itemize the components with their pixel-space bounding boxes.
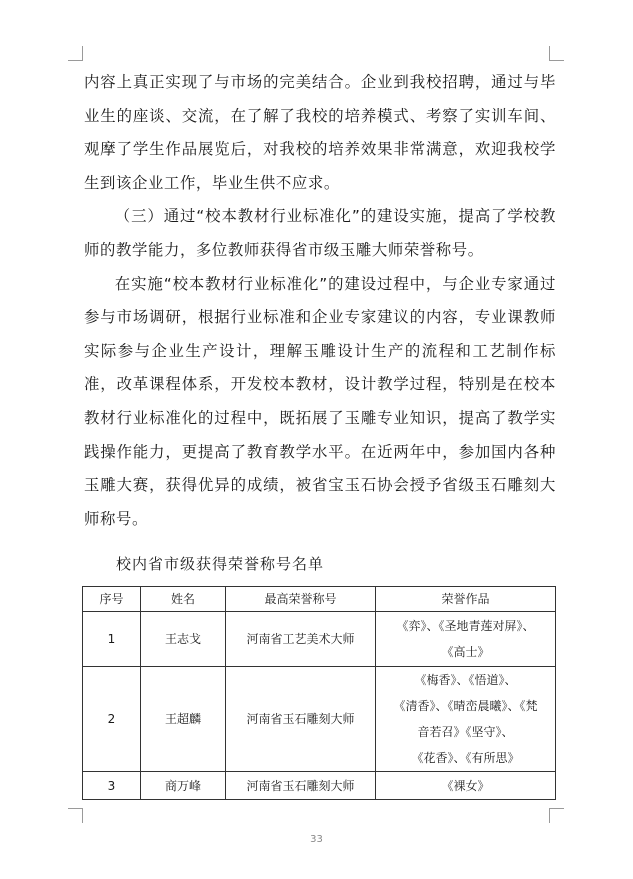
works-line: 《裸女》 <box>441 778 490 793</box>
cell-number: 2 <box>83 667 141 772</box>
honors-table <box>82 586 556 800</box>
cell-title: 河南省工艺美术大师 <box>226 612 376 667</box>
body-text <box>84 66 556 536</box>
cell-name: 王志戈 <box>141 612 226 667</box>
header-number: 序号 <box>83 587 141 612</box>
cell-title: 河南省玉石雕刻大师 <box>226 667 376 772</box>
crop-mark-top-right <box>549 46 564 61</box>
cell-name: 商万峰 <box>141 772 226 800</box>
crop-mark-top-left <box>68 46 83 61</box>
crop-mark-bottom-left <box>68 808 83 823</box>
works-line: 《梅香》、《悟道》、 <box>414 673 517 687</box>
cell-title: 河南省玉石雕刻大师 <box>226 772 376 800</box>
cell-number: 3 <box>83 772 141 800</box>
page-number: 33 <box>310 834 323 845</box>
works-line: 《高士》 <box>441 645 490 659</box>
table-row <box>83 772 556 800</box>
table-row <box>83 667 556 772</box>
paragraph-implementation: 在实施“校本教材行业标准化”的建设过程中，与企业专家通过参与市场调研，根据行业标准和企业专家建议的内容，专业课教师实际参与企业生产设计，理解玉雕设计生产的流程和工艺制作标准，改革课程体系，开发校本教材，设计教学过程，特别是在校本教材行业标准化的过程中，既拓展了玉雕专业知识，提高了教学实践操作能力，更提高了教育教学水平。在近两年中，参加国内各种玉雕大赛，获得优异的成绩，被省宝玉石协会授予省级玉石雕刻大师称号。 <box>84 274 556 528</box>
header-works: 荣誉作品 <box>376 587 556 612</box>
works-line: 《花香》、《有所思》 <box>411 751 520 765</box>
header-name: 姓名 <box>141 587 226 612</box>
table-row <box>83 612 556 667</box>
cell-works <box>376 772 556 800</box>
header-title: 最高荣誉称号 <box>226 587 376 612</box>
cell-name: 王超麟 <box>141 667 226 772</box>
cell-works <box>376 612 556 667</box>
paragraph-section-heading: （三）通过“校本教材行业标准化”的建设实施，提高了学校教师的教学能力，多位教师获得省市级玉雕大师荣誉称号。 <box>84 207 556 259</box>
works-line: 音若召》《坚守》、 <box>417 725 514 739</box>
cell-works <box>376 667 556 772</box>
cell-number: 1 <box>83 612 141 667</box>
paragraph-continuation: 内容上真正实现了与市场的完美结合。企业到我校招聘，通过与毕业生的座谈、交流，在了解了我校的培养模式、考察了实训车间、观摩了学生作品展览后，对我校的培养效果非常满意，欢迎我校学生到该企业工作，毕业生供不应求。 <box>84 73 556 192</box>
crop-mark-bottom-right <box>549 808 564 823</box>
table-caption: 校内省市级获得荣誉称号名单 <box>116 555 325 573</box>
table-header-row <box>83 587 556 612</box>
works-line: 《清香》、《晴峦晨曦》、《梵 <box>393 699 538 713</box>
works-line: 《弈》、《圣地青莲对屏》、 <box>396 619 535 633</box>
